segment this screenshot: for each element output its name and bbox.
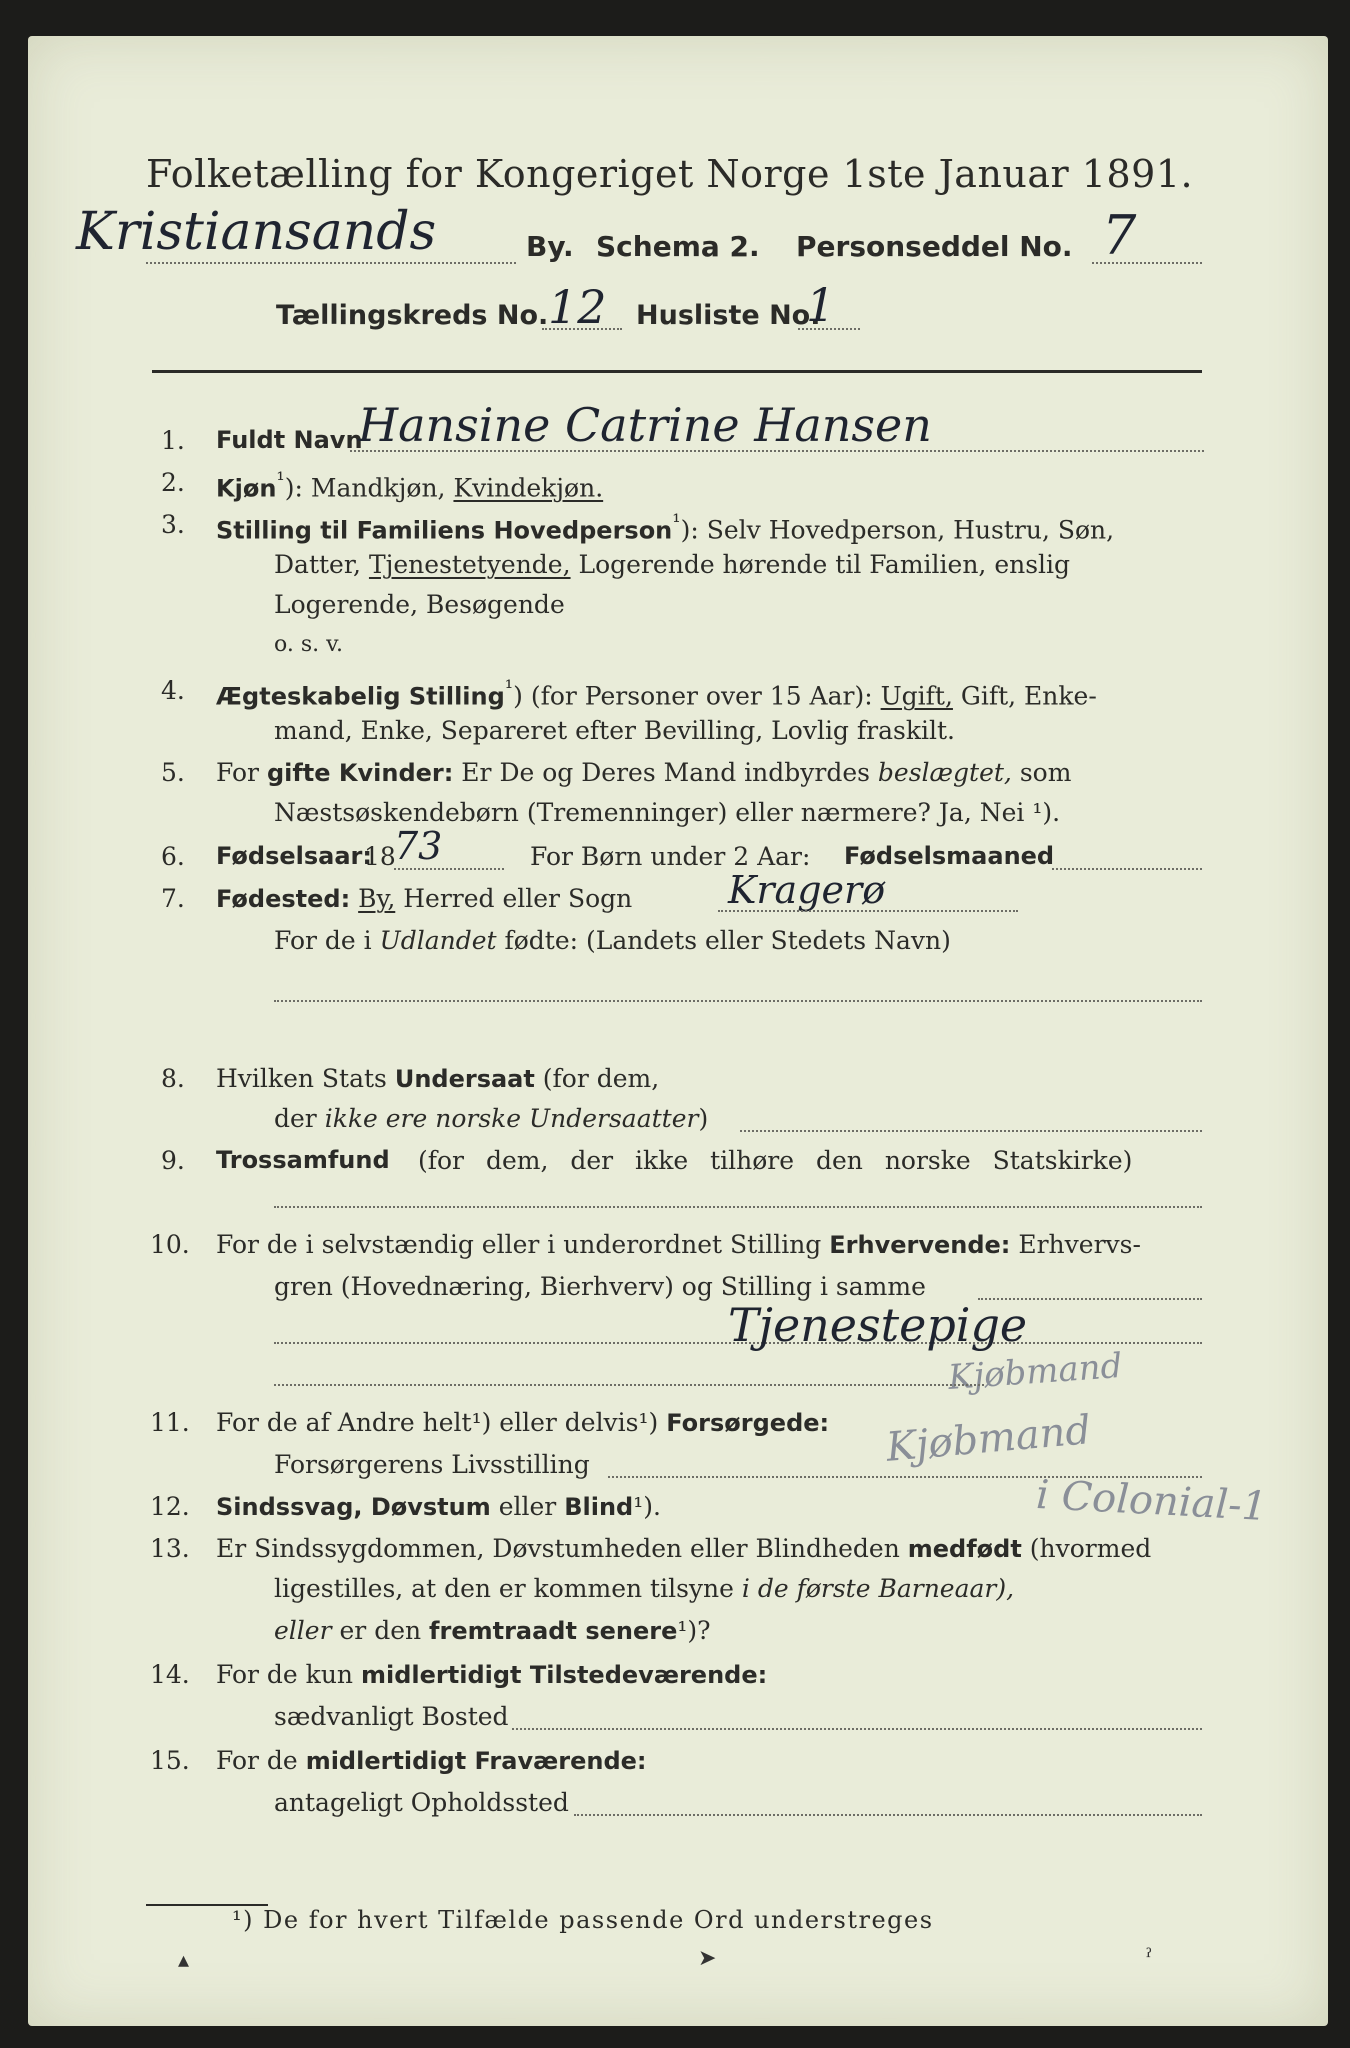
q7-dotted-line [718,910,1018,912]
q6-number: 6. [161,842,185,871]
q11-number: 11. [150,1408,190,1437]
q13-text3-italic: eller [274,1616,332,1645]
q6-answer-year: 73 [394,824,443,868]
q6-year-dotted-line [394,868,504,870]
q10-dotted-line3 [274,1384,984,1386]
q5-text1-italic: beslægtet, [877,758,1012,787]
q12-tail: ¹). [633,1492,661,1521]
q13-line1 [216,1534,1151,1563]
q14-dotted-line [512,1728,1202,1730]
q13-label2: fremtraadt senere [429,1617,678,1645]
q3-label: Stilling til Familiens Hovedperson [216,516,673,545]
q10-text1a: For de i selvstændig eller i underordnet Stilling [216,1230,822,1259]
q11-line2: Forsørgerens Livsstilling [274,1450,590,1479]
q10-answer-occupation: Tjenestepige [728,1298,1028,1352]
q10-text1b: Erhvervs- [1018,1230,1141,1259]
q8-text1a: Hvilken Stats [216,1064,387,1093]
q2-sup: ¹ [276,468,285,492]
q4-text1a: ) (for Personer over 15 Aar): [513,681,873,711]
q9-label: Trossamfund [216,1146,390,1174]
q11-line1 [216,1408,829,1437]
q3-line2 [274,550,1070,579]
q3-sup: ¹ [672,510,681,534]
q6-label: Fødselsaar: [216,842,372,870]
q11-label: Forsørgede: [666,1409,830,1437]
q13-text1b: (hvormed [1029,1534,1152,1563]
q2-underlined-answer: Kvindekjøn. [453,473,604,503]
q7-number: 7. [161,884,185,913]
q2-text: ): Mandkjøn, [284,473,446,503]
q4-underlined-answer: Ugift, [880,681,953,711]
q7-line2 [274,926,951,955]
q2-number: 2. [161,468,185,497]
q14-label: midlertidigt Tilstedeværende: [360,1661,768,1689]
q4-line2: mand, Enke, Separeret efter Bevilling, Lovlig fraskilt. [274,716,955,745]
q7-underlined-answer: By, [358,884,396,913]
q14-line1 [216,1660,767,1689]
footnote: ¹) De for hvert Tilfælde passende Ord understreges [232,1906,934,1934]
q4-line1 [216,676,1097,710]
q7-label: Fødested: [216,885,351,913]
q10-line2: gren (Hovednæring, Bierhverv) og Stilling i samme [274,1272,926,1301]
q5-label: gifte Kvinder: [266,759,454,787]
q8-text1b: (for dem, [542,1064,660,1093]
q13-label: medfødt [907,1535,1022,1563]
q7-abroad-dotted-line [274,1000,1202,1002]
form-title: Folketælling for Kongeriget Norge 1ste Januar 1891. [146,152,1194,196]
q14-number: 14. [150,1660,190,1689]
q6-month-dotted-line [1052,868,1202,870]
q8-text2a: der [274,1104,317,1133]
q5-line1 [216,758,1071,787]
q13-line2 [274,1574,1014,1603]
q12-number: 12. [150,1492,190,1521]
q11-text1a: For de af Andre helt¹) eller delvis¹) [216,1408,659,1437]
q8-line1 [216,1064,659,1093]
header-rule [152,370,1202,373]
q15-dotted-line [574,1814,1202,1816]
q3-number: 3. [161,510,185,539]
kreds-label: Tællingskreds No. [276,300,549,331]
q4-text1b: Gift, Enke- [960,681,1097,711]
q1-label: Fuldt Navn [216,426,363,454]
personseddel-dotted-line [1092,262,1202,264]
q8-dotted-line [740,1130,1202,1132]
q5-text1b: som [1019,758,1072,787]
personseddel-label: Personseddel No. [796,230,1073,263]
q5-number: 5. [161,758,185,787]
q11-faint-answer: Kjøbmand [884,1407,1093,1471]
q7-text2-italic: Udlandet [379,926,497,955]
q3-text2a: Datter, [274,550,361,579]
kreds-number: 12 [548,280,607,334]
q5-label-pre: For [216,758,259,787]
q10-label: Erhvervende: [829,1231,1011,1259]
city-dotted-line [146,262,516,264]
q3-line4: o. s. v. [274,632,343,657]
q13-text3b: ¹)? [677,1616,711,1645]
q8-line2 [274,1104,708,1133]
q1-dotted-line [350,450,1204,452]
q3-underlined-answer: Tjenestetyende, [368,550,571,579]
q15-label: midlertidigt Fraværende: [305,1747,647,1775]
husliste-number: 1 [806,278,836,332]
q13-line3 [274,1616,711,1645]
q3-line3: Logerende, Besøgende [274,590,565,619]
q4-sup: ¹ [504,676,514,700]
q13-text3a: er den [339,1616,422,1645]
q15-text1a: For de [216,1746,298,1775]
by-label: By. [526,230,574,263]
q9-text: (for dem, der ikke tilhøre den norske Statskirke) [418,1146,1133,1175]
q12-text: eller [498,1492,557,1521]
q1-number: 1. [161,426,185,455]
corner-mark-right-icon: ˀ [1146,1946,1153,1971]
q13-text1a: Er Sindssygdommen, Døvstumheden eller Blindheden [216,1534,900,1563]
husliste-label: Husliste No. [636,300,821,331]
q6-text: For Børn under 2 Aar: [530,842,811,871]
q12-label2: Blind [564,1493,634,1521]
q13-text2-italic: i de første Barneaar), [741,1574,1015,1603]
q8-number: 8. [161,1064,185,1093]
corner-mark-left-icon: ▴ [178,1948,190,1973]
q7-line1 [216,884,632,913]
q9-dotted-line [274,1206,1202,1208]
q15-line2: antageligt Opholdssted [274,1788,569,1817]
schema-label: Schema 2. [596,230,760,263]
q8-label: Undersaat [394,1065,535,1093]
q6-prefix: 18 [364,842,396,871]
q12-line [216,1492,661,1521]
q10-number: 10. [150,1230,190,1259]
q1-answer-name: Hansine Catrine Hansen [358,398,932,452]
q2-label: Kjøn [216,474,277,503]
q13-number: 13. [150,1534,190,1563]
q14-text1a: For de kun [216,1660,354,1689]
q15-number: 15. [150,1746,190,1775]
q12-label: Sindssvag, Døvstum [216,1493,491,1521]
q4-number: 4. [161,676,185,705]
q6-label2: Fødselsmaaned [844,842,1055,870]
q7-text2a: For de i [274,926,372,955]
q8-text2-italic: ikke ere norske Undersaatter [324,1104,699,1133]
q11-faint-answer2: i Colonial-1 [1034,1471,1269,1531]
corner-mark-center-icon: ➤ [698,1946,717,1971]
q14-line2: sædvanligt Bosted [274,1702,509,1731]
q3-line1 [216,510,1114,544]
q7-answer-place: Kragerø [728,868,886,912]
husliste-dotted-line [798,328,860,330]
q15-line1 [216,1746,647,1775]
q10-faint-annotation: Kjøbmand [946,1345,1124,1399]
q5-line2: Næstsøskendebørn (Tremenninger) eller nærmere? Ja, Nei ¹). [274,798,1061,827]
q3-text1: ): Selv Hovedperson, Hustru, Søn, [680,515,1115,545]
kreds-dotted-line [542,328,622,330]
q8-text2b: ) [698,1104,709,1133]
q7-text: Herred eller Sogn [403,884,633,913]
q9-number: 9. [161,1146,185,1175]
q7-text2b: fødte: (Landets eller Stedets Navn) [504,926,951,955]
census-form-sheet [28,36,1328,2026]
personseddel-number: 7 [1102,204,1137,267]
q4-label: Ægteskabelig Stilling [216,682,505,711]
q10-line1 [216,1230,1141,1259]
q13-text2a: ligestilles, at den er kommen tilsyne [274,1574,734,1603]
q2-line [216,468,603,502]
city-handwritten: Kristiansands [76,202,437,262]
q3-text2b: Logerende hørende til Familien, enslig [578,550,1071,579]
q5-text1a: Er De og Deres Mand indbyrdes [461,758,870,787]
